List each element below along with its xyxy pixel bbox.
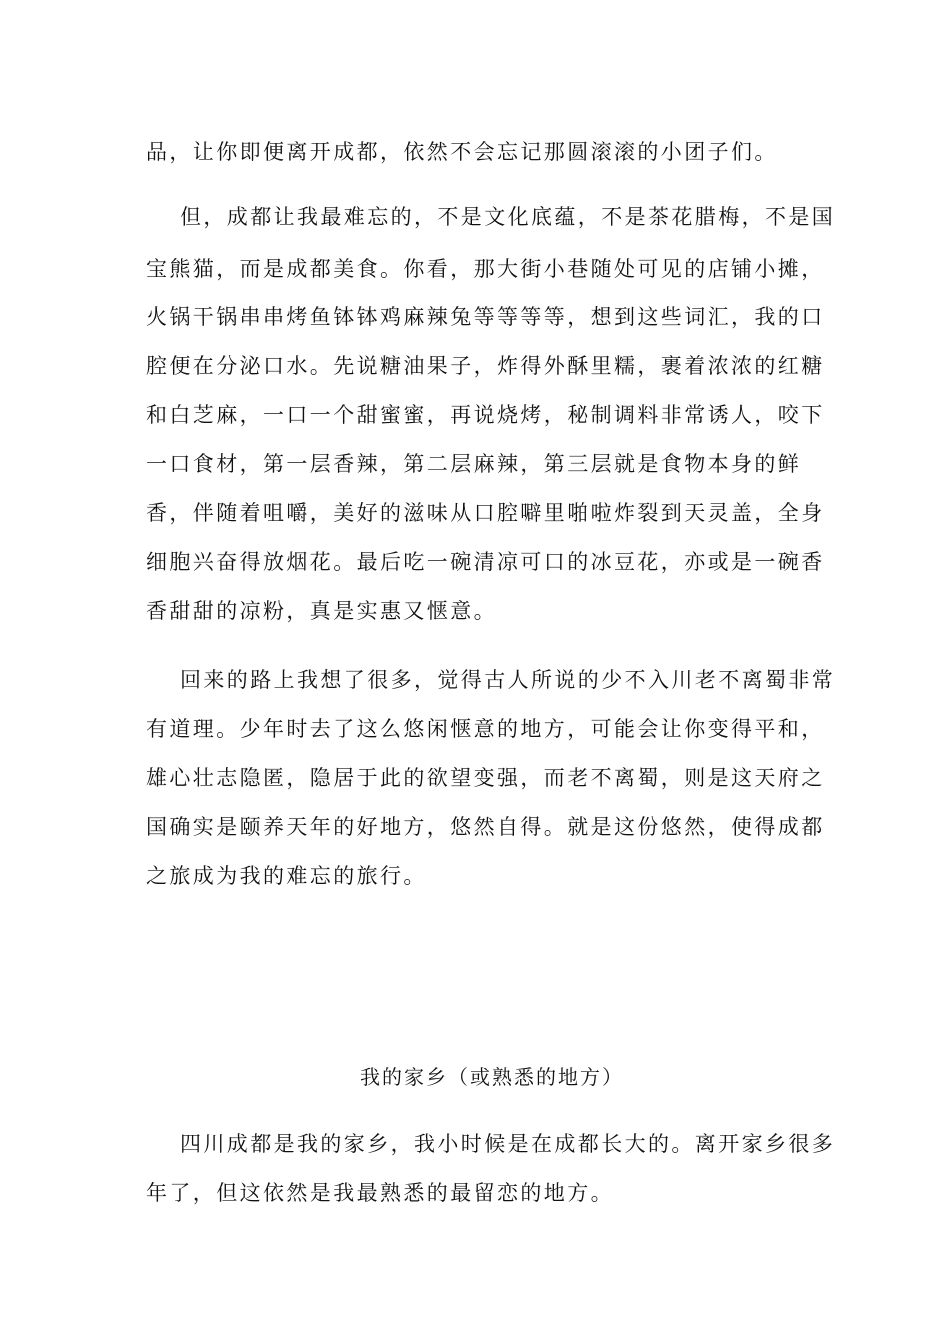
paragraph-2-line-4: 腔便在分泌口水。先说糖油果子，炸得外酥里糯，裹着浓浓的红糖 [146,354,825,378]
paragraph-2-line-2: 宝熊猫，而是成都美食。你看，那大街小巷随处可见的店铺小摊， [146,257,825,281]
paragraph-3-line-1: 回来的路上我想了很多，觉得古人所说的少不入川老不离蜀非常 [180,668,836,692]
paragraph-2-line-1: 但，成都让我最难忘的，不是文化底蕴，不是茶花腊梅，不是国 [180,205,836,229]
paragraph-4-line-2: 年了，但这依然是我最熟悉的最留恋的地方。 [146,1181,614,1205]
paragraph-3-line-5: 之旅成为我的难忘的旅行。 [146,864,427,888]
paragraph-2-line-8: 细胞兴奋得放烟花。最后吃一碗清凉可口的冰豆花，亦或是一碗香 [146,550,825,574]
paragraph-4-line-1: 四川成都是我的家乡，我小时候是在成都长大的。离开家乡很多 [180,1132,836,1156]
paragraph-2-line-9: 香甜甜的凉粉，真是实惠又惬意。 [146,599,497,623]
paragraph-3-line-4: 国确实是颐养天年的好地方，悠然自得。就是这份悠然，使得成都 [146,815,825,839]
paragraph-3-line-2: 有道理。少年时去了这么悠闲惬意的地方，可能会让你变得平和， [146,717,825,741]
paragraph-1-line-1: 品，让你即便离开成都，依然不会忘记那圆滚滚的小团子们。 [146,140,778,164]
paragraph-2-line-7: 香，伴随着咀嚼，美好的滋味从口腔噼里啪啦炸裂到天灵盖，全身 [146,501,825,525]
paragraph-3-line-3: 雄心壮志隐匿，隐居于此的欲望变强，而老不离蜀，则是这天府之 [146,766,825,790]
section-heading: 我的家乡（或熟悉的地方） [360,1065,624,1089]
paragraph-2-line-3: 火锅干锅串串烤鱼钵钵鸡麻辣兔等等等等，想到这些词汇，我的口 [146,305,825,329]
paragraph-2-line-5: 和白芝麻，一口一个甜蜜蜜，再说烧烤，秘制调料非常诱人，咬下 [146,403,825,427]
paragraph-2-line-6: 一口食材，第一层香辣，第二层麻辣，第三层就是食物本身的鲜 [146,452,802,476]
